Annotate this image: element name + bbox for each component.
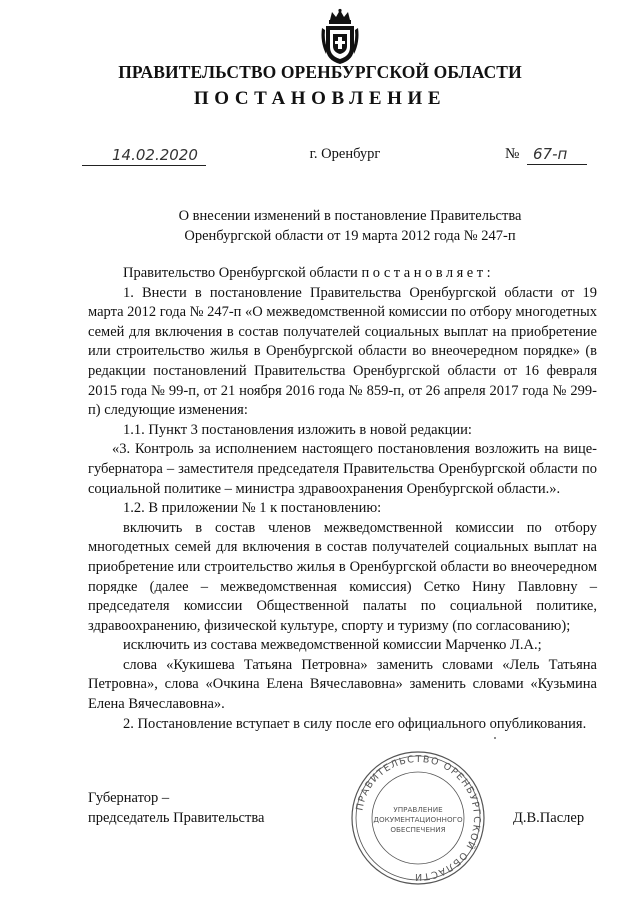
number-underline xyxy=(527,164,587,165)
subject-line-1: О внесении изменений в постановление Правительства xyxy=(178,208,522,224)
paragraph-1-2-replace: слова «Кукишева Татьяна Петровна» заменить словами «Лель Татьяна Петровна», слова «Очкина Елена Вячеславовна» заменить словами «Кузьмина Елена Вячеславовна». xyxy=(88,656,597,713)
paragraph-1: 1. Внести в постановление Правительства Оренбургской области от 19 марта 2012 года № 247-п «О межведомственной комиссии по отбору многодетных семей для включения в состав получателей социальных выплат на приобретение или строительство жилья в Оренбургской области во внеочередном порядке» (в редакции постановлений Правительства Оренбургской области от 16 февраля 2015 года № 99-п, от 21 ноября 2016 года № 859-п, от 26 апреля 2017 года № 299-п) следующие изменения: xyxy=(88,284,598,419)
signatory-title xyxy=(88,789,264,828)
number-label: № xyxy=(505,146,520,162)
paragraph-2: 2. Постановление вступает в силу после его официального опубликования. xyxy=(123,715,587,732)
subject-line-2: Оренбургской области от 19 марта 2012 года № 247-п xyxy=(184,227,516,244)
signatory-title-line-2: председатель Правительства xyxy=(88,809,265,826)
signatory-title-line-1: Губернатор – xyxy=(88,790,170,806)
paragraph-1-1-text: «3. Контроль за исполнением настоящего постановления возложить на вице-губернатора – заместителя председателя Правительства Оренбургской области по социальной политике – министра здравоохранения Оренбургской области.». xyxy=(88,441,597,497)
official-stamp xyxy=(348,748,488,888)
intro-colon: : xyxy=(486,265,491,281)
intro-spaced-word: постановляет xyxy=(361,265,487,281)
number-value: 67-п xyxy=(533,145,568,163)
paragraph-1-2-include: включить в состав членов межведомственной комиссии по отбору многодетных семей для включения в состав получателей социальных выплат на приобретение или строительство жилья в Оренбургской области во внеочередном порядке (далее – межведомственная комиссия) Сетко Нину Павловну – председателя комиссии Общественной палаты по социальной политике, здравоохранению, физической культуре, спорту и туризму (по согласованию); xyxy=(88,519,597,634)
city: г. Оренбург xyxy=(309,146,381,162)
intro-text: Правительство Оренбургской области xyxy=(123,265,362,281)
number-field xyxy=(505,145,587,165)
date-value: 14.02.2020 xyxy=(112,146,198,164)
paragraph-1-2-exclude: исключить из состава межведомственной комиссии Марченко Л.А.; xyxy=(123,637,542,654)
government-title: ПРАВИТЕЛЬСТВО ОРЕНБУРГСКОЙ ОБЛАСТИ xyxy=(118,62,522,82)
paragraph-1-1: 1.1. Пункт 3 постановления изложить в новой редакции: xyxy=(123,421,472,438)
stamp-center-line-3: ОБЕСПЕЧЕНИЯ xyxy=(390,825,446,834)
stamp-center-line-2: ДОКУМЕНТАЦИОННОГО xyxy=(373,815,463,824)
scan-dot xyxy=(494,737,496,739)
signatory-name: Д.В.Паслер xyxy=(513,810,585,826)
intro-paragraph xyxy=(88,264,597,284)
document-subject xyxy=(0,207,640,246)
stamp-center-line-1: УПРАВЛЕНИЕ xyxy=(393,805,443,814)
stamp-ring-text: ПРАВИТЕЛЬСТВО ОРЕНБУРГСКОЙ ОБЛАСТИ xyxy=(354,753,483,883)
document-kind: ПОСТАНОВЛЕНИЕ xyxy=(193,88,447,109)
document-body xyxy=(88,264,597,734)
paragraph-1-2: 1.2. В приложении № 1 к постановлению: xyxy=(123,500,382,517)
coat-of-arms-icon xyxy=(318,8,362,66)
